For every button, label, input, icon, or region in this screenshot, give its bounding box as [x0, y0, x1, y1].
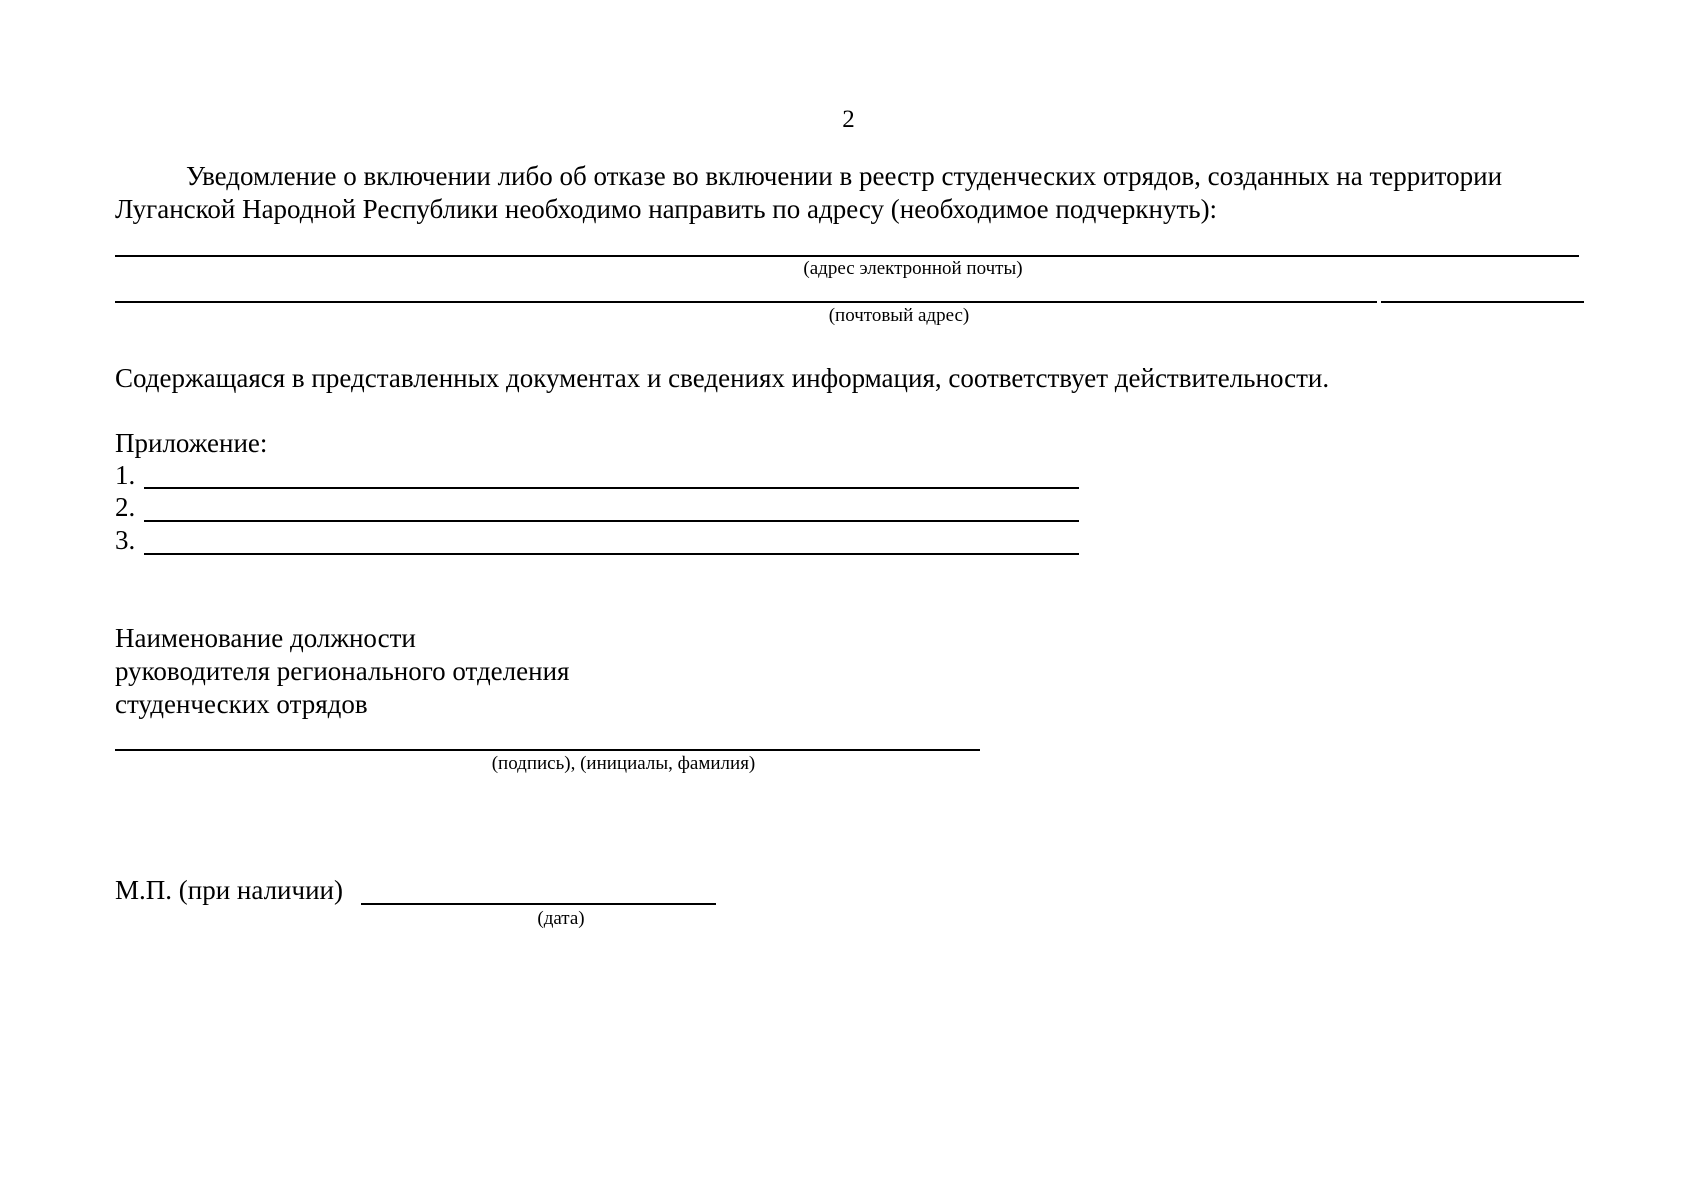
attachment-item-number: 1. — [115, 460, 136, 490]
postal-address-line-extension — [1381, 301, 1584, 303]
postal-address-line — [115, 301, 1377, 303]
attachment-item-number: 3. — [115, 525, 136, 555]
date-line — [361, 903, 716, 905]
email-address-line — [115, 255, 1579, 257]
attachment-item-number: 2. — [115, 492, 136, 522]
email-address-caption: (адрес электронной почты) — [803, 258, 1023, 279]
date-caption: (дата) — [537, 908, 585, 929]
position-title-line-1: Наименование должности — [115, 623, 416, 653]
notification-line-1: Уведомление о включении либо об отказе во включении в реестр студенческих отрядов, созданных на территории — [186, 161, 1503, 191]
position-title-line-2: руководителя регионального отделения — [115, 656, 570, 686]
stamp-label: М.П. (при наличии) — [115, 875, 343, 905]
postal-address-caption: (почтовый адрес) — [828, 305, 970, 326]
statement-text: Содержащаяся в представленных документах и сведениях информация, соответствует действительности. — [115, 363, 1330, 393]
signature-line — [115, 749, 980, 751]
attachment-item-line — [144, 553, 1079, 555]
attachments-heading: Приложение: — [115, 428, 268, 458]
page-number: 2 — [842, 106, 855, 133]
attachment-item-line — [144, 520, 1079, 522]
notification-line-2: Луганской Народной Республики необходимо направить по адресу (необходимое подчеркнуть): — [115, 194, 1218, 224]
position-title-line-3: студенческих отрядов — [115, 689, 368, 719]
attachment-item-line — [144, 487, 1079, 489]
signature-caption: (подпись), (инициалы, фамилия) — [491, 753, 756, 774]
